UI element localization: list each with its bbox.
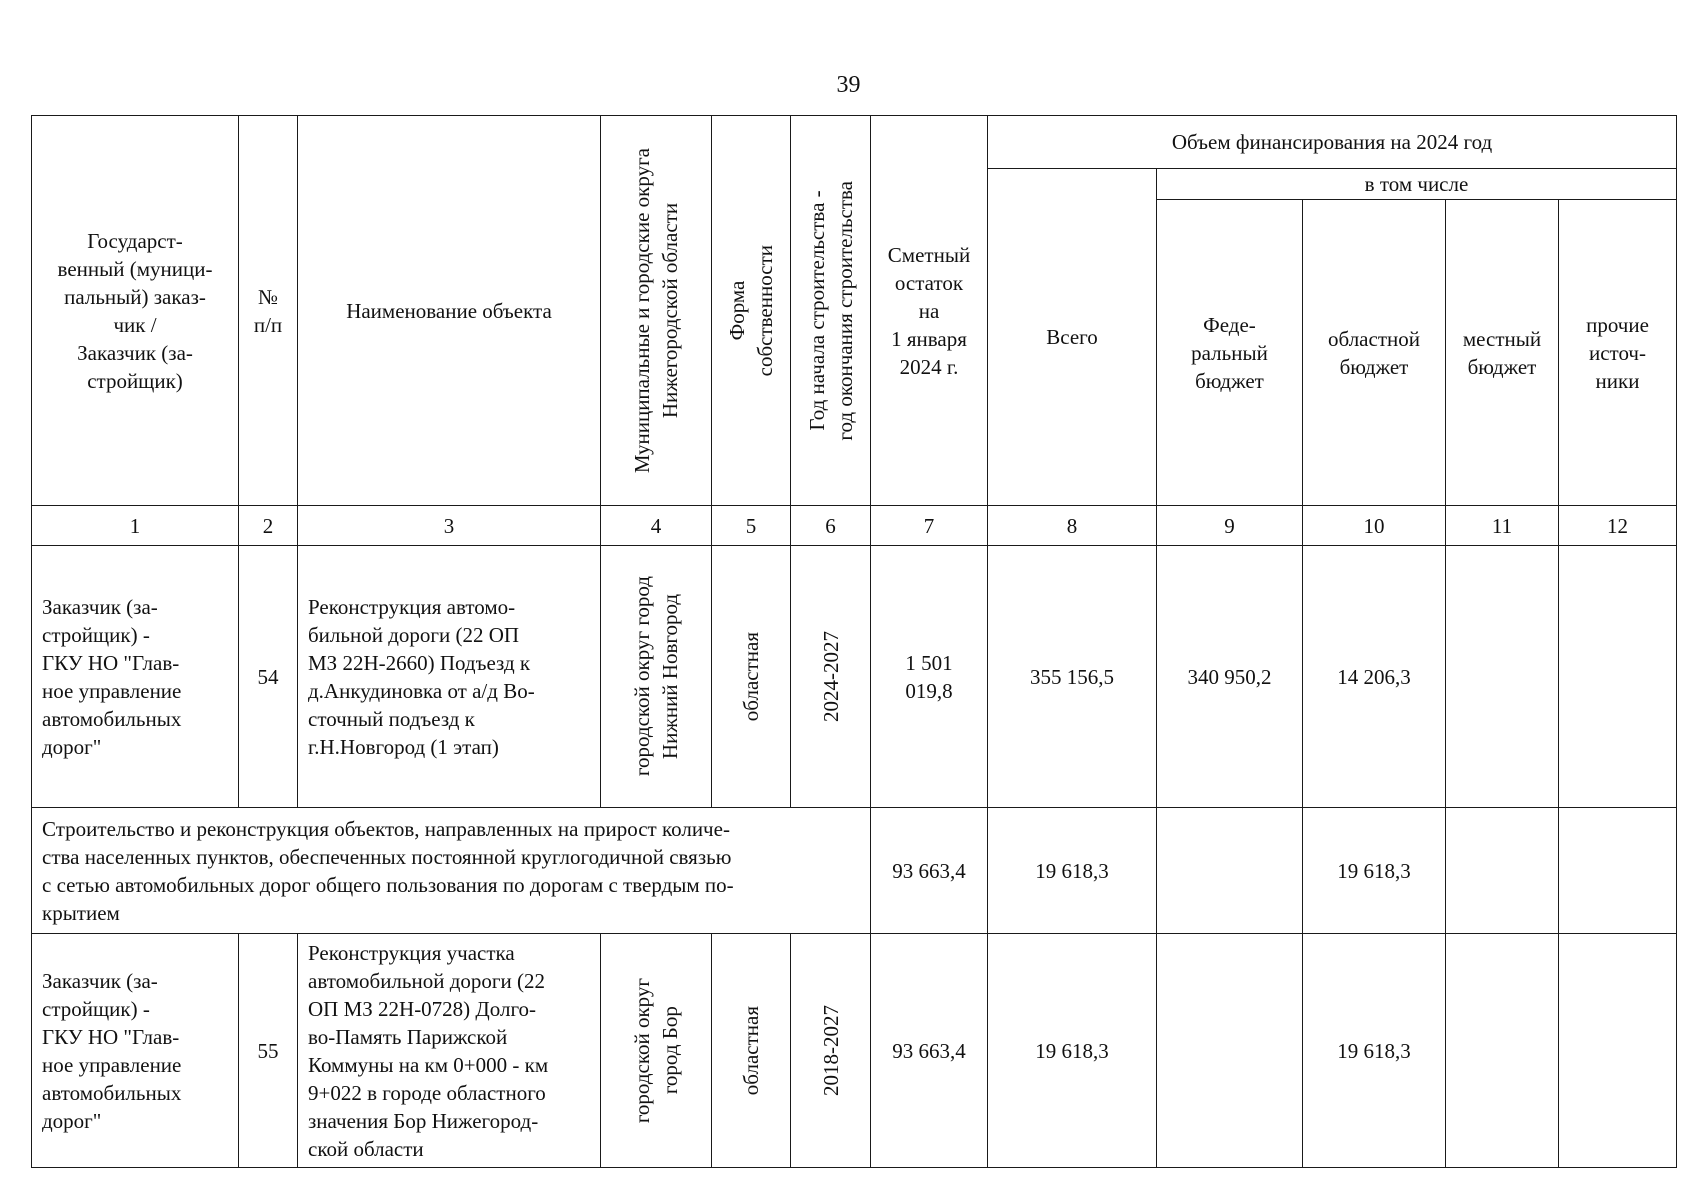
header-object-name: Наименование объекта — [298, 116, 601, 506]
row-total: 19 618,3 — [988, 934, 1157, 1168]
col-number-10: 10 — [1303, 506, 1446, 546]
header-ownership: Форма собственности — [712, 116, 791, 506]
col-number-3: 3 — [298, 506, 601, 546]
section-federal — [1157, 808, 1303, 934]
section-title: Строительство и реконструкция объектов, направленных на прирост количе- ства населенных пунктов, обеспеченных постоянной круглогодичной связью с сетью автомобильных дорог общего пользования по дорогам с твердым по- крытием — [32, 808, 871, 934]
table-row — [32, 546, 1677, 808]
row-ownership: областная — [712, 546, 791, 808]
row-district: городской округ город Бор — [601, 934, 712, 1168]
row-years: 2018-2027 — [791, 934, 871, 1168]
row-ownership: областная — [712, 934, 791, 1168]
header-number: № п/п — [239, 116, 298, 506]
row-number: 55 — [239, 934, 298, 1168]
col-number-8: 8 — [988, 506, 1157, 546]
header-total: Всего — [988, 169, 1157, 506]
header-regional: областной бюджет — [1303, 200, 1446, 506]
row-federal: 340 950,2 — [1157, 546, 1303, 808]
row-other — [1559, 546, 1677, 808]
header-funding: Объем финансирования на 2024 год — [988, 116, 1677, 169]
row-other — [1559, 934, 1677, 1168]
col-number-12: 12 — [1559, 506, 1677, 546]
row-object-name: Реконструкция участка автомобильной дороги (22 ОП МЗ 22Н-0728) Долго- во-Память Парижской Коммуны на км 0+000 - км 9+022 в городе областного значения Бор Нижегород- ской области — [298, 934, 601, 1168]
row-remaining: 1 501 019,8 — [871, 546, 988, 808]
row-federal — [1157, 934, 1303, 1168]
row-remaining: 93 663,4 — [871, 934, 988, 1168]
col-number-5: 5 — [712, 506, 791, 546]
header-including: в том числе — [1157, 169, 1677, 200]
col-number-1: 1 — [32, 506, 239, 546]
financing-table — [31, 115, 1677, 1168]
col-number-11: 11 — [1446, 506, 1559, 546]
section-total: 19 618,3 — [988, 808, 1157, 934]
row-object-name: Реконструкция автомо- бильной дороги (22 ОП МЗ 22Н-2660) Подъезд к д.Анкудиновка от а/д Во- сточный подъезд к г.Н.Новгород (1 этап) — [298, 546, 601, 808]
row-regional: 14 206,3 — [1303, 546, 1446, 808]
row-number: 54 — [239, 546, 298, 808]
row-local — [1446, 934, 1559, 1168]
row-customer: Заказчик (за- стройщик) - ГКУ НО "Глав- ное управление автомобильных дорог" — [32, 934, 239, 1168]
row-district: городской округ город Нижний Новгород — [601, 546, 712, 808]
header-federal: Феде- ральный бюджет — [1157, 200, 1303, 506]
section-regional: 19 618,3 — [1303, 808, 1446, 934]
section-row — [32, 808, 1677, 934]
header-customer: Государст- венный (муници- пальный) заказ- чик / Заказчик (за- стройщик) — [32, 116, 239, 506]
col-number-2: 2 — [239, 506, 298, 546]
row-regional: 19 618,3 — [1303, 934, 1446, 1168]
col-number-9: 9 — [1157, 506, 1303, 546]
row-total: 355 156,5 — [988, 546, 1157, 808]
col-number-6: 6 — [791, 506, 871, 546]
header-years: Год начала строительства - год окончания строительства — [791, 116, 871, 506]
row-local — [1446, 546, 1559, 808]
row-years: 2024-2027 — [791, 546, 871, 808]
page-number: 39 — [836, 72, 861, 98]
row-customer: Заказчик (за- стройщик) - ГКУ НО "Глав- ное управление автомобильных дорог" — [32, 546, 239, 808]
header-local: местный бюджет — [1446, 200, 1559, 506]
section-remaining: 93 663,4 — [871, 808, 988, 934]
header-other: прочие источ- ники — [1559, 200, 1677, 506]
col-number-7: 7 — [871, 506, 988, 546]
header-districts: Муниципальные и городские округа Нижегородской области — [601, 116, 712, 506]
table-row — [32, 934, 1677, 1168]
col-number-4: 4 — [601, 506, 712, 546]
section-other — [1559, 808, 1677, 934]
section-local — [1446, 808, 1559, 934]
header-remaining: Сметный остаток на 1 января 2024 г. — [871, 116, 988, 506]
